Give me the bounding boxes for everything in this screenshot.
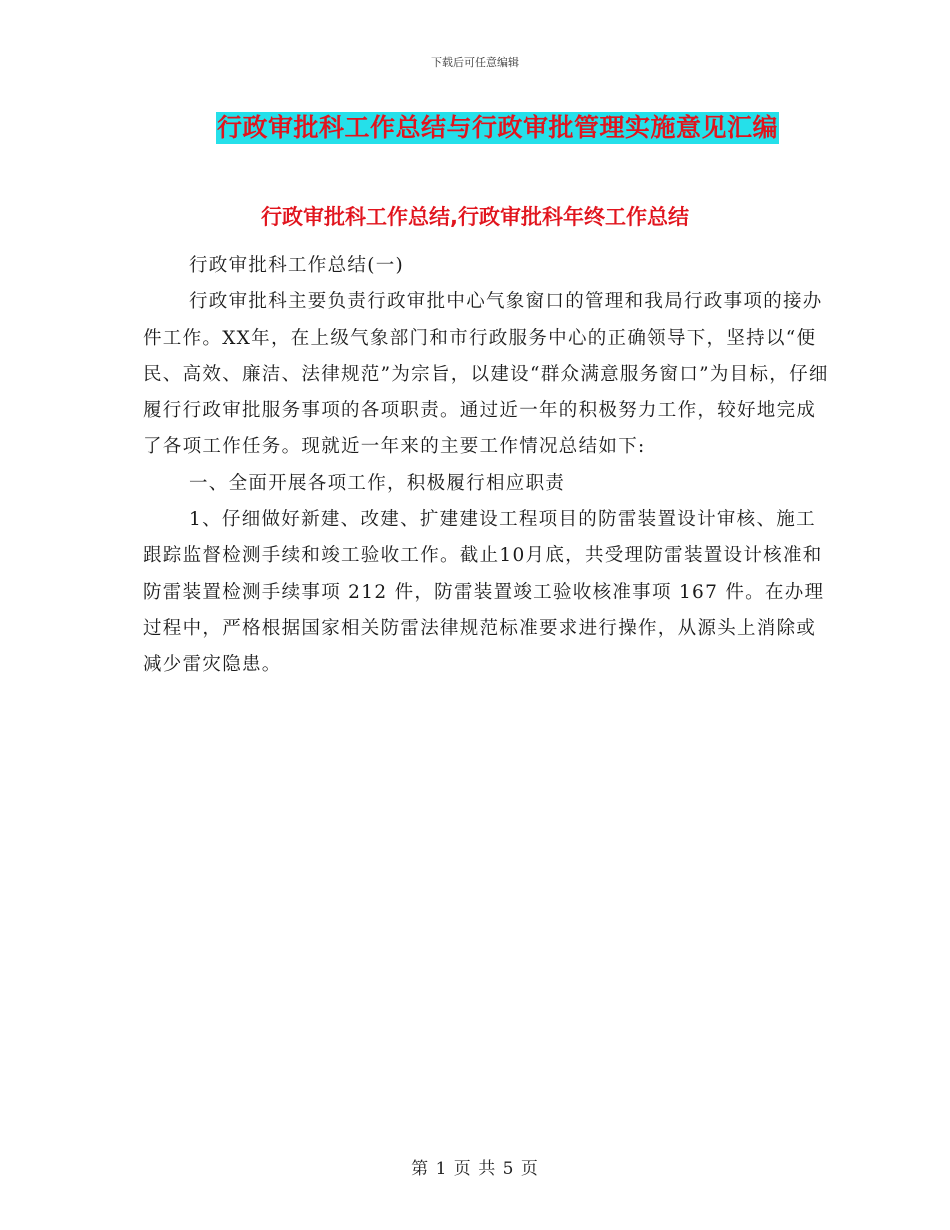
page-number	[0, 1154, 950, 1179]
paragraph-section-heading: 一、全面开展各项工作，积极履行相应职责	[189, 472, 566, 494]
document-title-container	[0, 112, 950, 144]
document-body	[143, 248, 833, 684]
header-note: 下载后可任意编辑	[431, 56, 519, 69]
page-number-label: 第 1 页 共 5 页	[411, 1159, 539, 1179]
paragraph-intro: 行政审批科主要负责行政审批中心气象窗口的管理和我局行政事项的接办件工作。XX年，在上级气象部门和市行政服务中心的正确领导下，坚持以“便民、高效、廉洁、法律规范”为宗旨，以建设“群众满意服务窗口”为目标，仔细履行行政审批服务事项的各项职责。通过近一年的积极努力工作，较好地完成了各项工作任务。现就近一年来的主要工作情况总结如下:	[143, 291, 829, 458]
document-title: 行政审批科工作总结与行政审批管理实施意见汇编	[216, 113, 778, 142]
section-title: 行政审批科工作总结,行政审批科年终工作总结	[261, 205, 689, 229]
paragraph-item-1: 1、仔细做好新建、改建、扩建建设工程项目的防雷装置设计审核、施工跟踪监督检测手续和竣工验收工作。截止10月底，共受理防雷装置设计核准和防雷装置检测手续事项 212 件，防雷装置竣工验收核准事项 167 件。在办理过程中，严格根据国家相关防雷法律规范标准要求进行操作，从源头上消除或减少雷灾隐患。	[143, 509, 825, 676]
paragraph-subheading: 行政审批科工作总结(一)	[189, 255, 405, 276]
